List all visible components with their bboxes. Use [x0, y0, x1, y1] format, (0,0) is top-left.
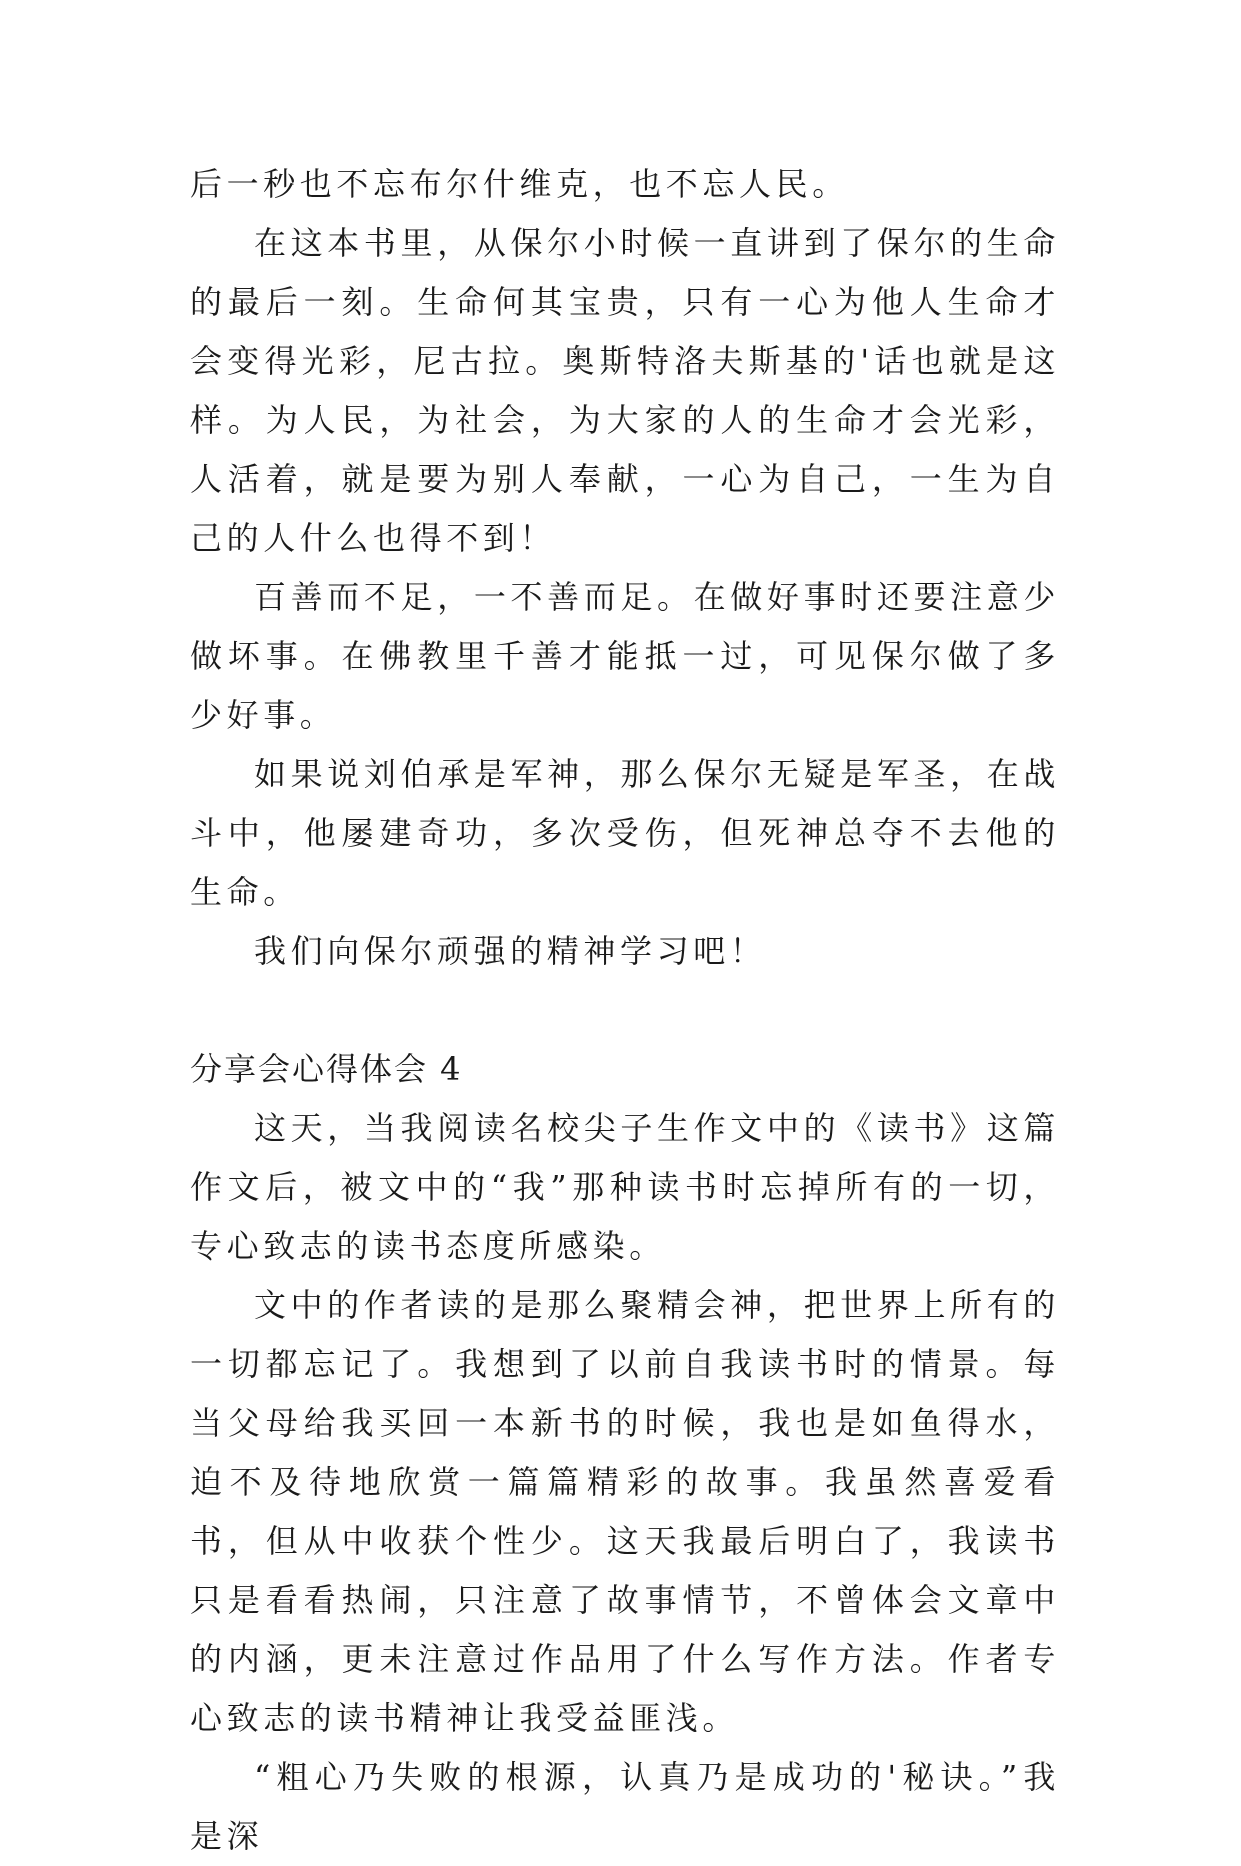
paragraph-good-deeds: 百善而不足，一不善而足。在做好事时还要注意少做坏事。在佛教里千善才能抵一过，可见保尔做了多少好事。: [190, 578, 1060, 734]
paragraph-military-saint: 如果说刘伯承是军神，那么保尔无疑是军圣，在战斗中，他屡建奇功，多次受伤，但死神总夺不去他的生命。: [190, 755, 1060, 911]
section-spacer: [190, 981, 1060, 1040]
paragraph-author-focus: 文中的作者读的是那么聚精会神，把世界上所有的一切都忘记了。我想到了以前自我读书时的情景。每当父母给我买回一本新书的时候，我也是如鱼得水，迫不及待地欣赏一篇篇精彩的故事。我虽然喜爱看书，但从中收获个性少。这天我最后明白了，我读书只是看看热闹，只注意了故事情节，不曾体会文章中的内涵，更未注意过作品用了什么写作方法。作者专心致志的读书精神让我受益匪浅。: [190, 1286, 1060, 1737]
paragraph-reading-essay: 这天，当我阅读名校尖子生作文中的《读书》这篇作文后，被文中的“我”那种读书时忘掉所有的一切，专心致志的读书态度所感染。: [190, 1109, 1060, 1265]
paragraph-carelessness: “粗心乃失败的根源，认真乃是成功的'秘诀。”我是深: [190, 1758, 1060, 1855]
document-body: [190, 155, 1060, 1866]
section-heading: 分享会心得体会 4: [190, 1050, 463, 1088]
paragraph-learn-spirit: 我们向保尔顽强的精神学习吧！: [254, 932, 767, 970]
paragraph-book-life: 在这本书里，从保尔小时候一直讲到了保尔的生命的最后一刻。生命何其宝贵，只有一心为他人生命才会变得光彩，尼古拉。奥斯特洛夫斯基的'话也就是这样。为人民，为社会，为大家的人的生命才会光彩，人活着，就是要为别人奉献，一心为自己，一生为自己的人什么也得不到！: [190, 224, 1060, 557]
paragraph-continuation: 后一秒也不忘布尔什维克，也不忘人民。: [190, 165, 849, 203]
